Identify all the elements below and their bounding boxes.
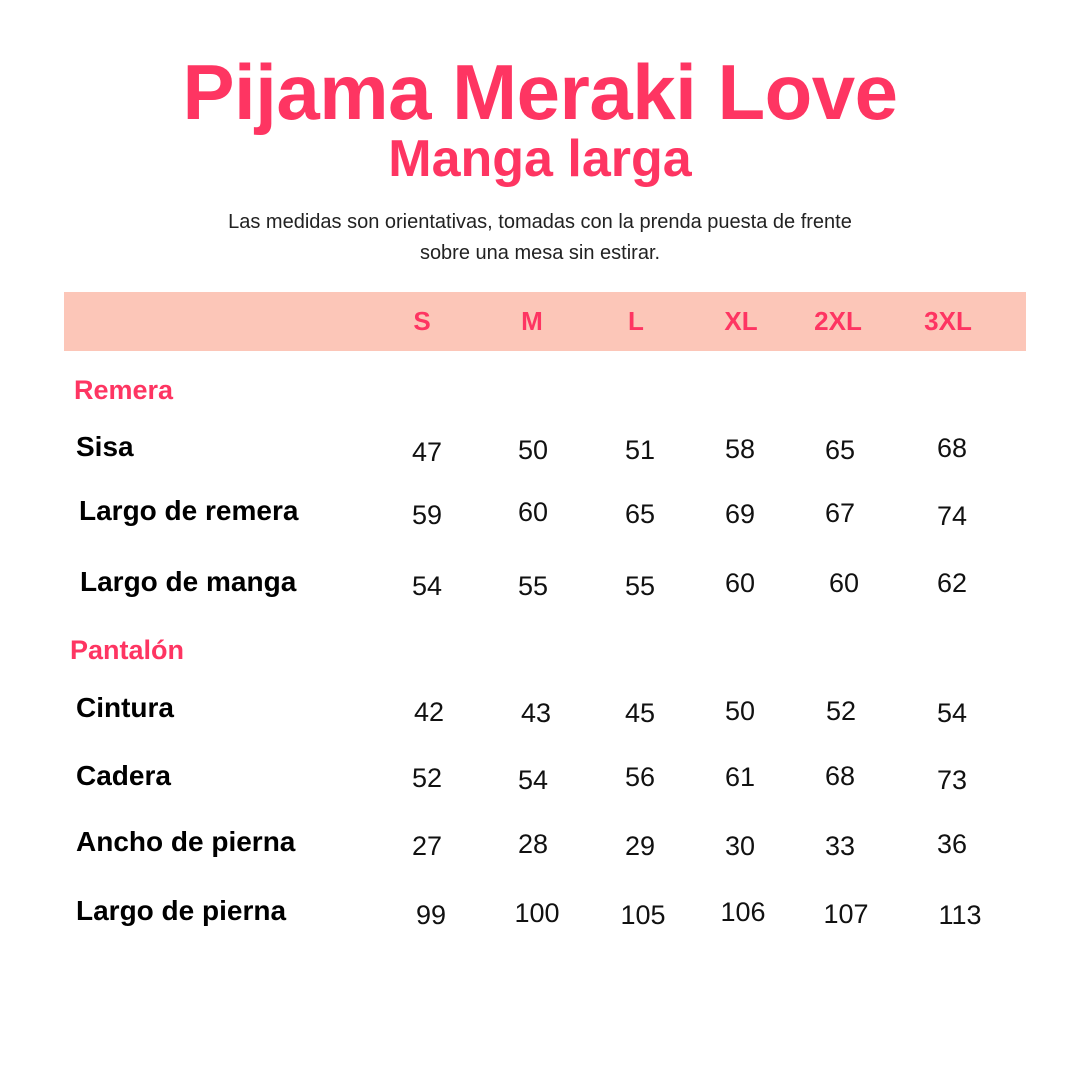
- row-label: Largo de remera: [79, 495, 299, 526]
- table-cell: 74: [936, 501, 968, 531]
- table-cell: 61: [724, 762, 756, 792]
- table-cell: 60: [828, 568, 860, 598]
- table-cell: 106: [720, 897, 766, 927]
- table-cell: 113: [938, 900, 982, 930]
- table-cell: 47: [411, 437, 443, 467]
- table-cell: 54: [411, 571, 443, 601]
- size-header-l: L: [628, 306, 644, 336]
- row-label: Largo de manga: [80, 566, 297, 597]
- table-cell: 67: [824, 498, 856, 528]
- table-cell: 28: [517, 829, 549, 859]
- table-cell: 107: [823, 899, 869, 929]
- page-title: Pijama Meraki Love: [182, 48, 898, 136]
- table-cell: 105: [620, 900, 666, 930]
- table-cell: 50: [517, 435, 549, 465]
- table-cell: 54: [936, 698, 968, 728]
- table-cell: 68: [936, 433, 968, 463]
- table-cell: 100: [514, 898, 560, 928]
- table-cell: 69: [724, 499, 756, 529]
- row-label: Largo de pierna: [76, 895, 287, 926]
- row-label: Cintura: [76, 692, 174, 723]
- table-cell: 45: [624, 698, 656, 728]
- table-cell: 52: [411, 763, 443, 793]
- table-cell: 65: [624, 499, 656, 529]
- table-cell: 42: [413, 697, 445, 727]
- table-cell: 58: [724, 434, 756, 464]
- table-cell: 51: [624, 435, 656, 465]
- size-header-2xl: 2XL: [814, 306, 862, 336]
- size-header-m: M: [521, 306, 543, 336]
- table-cell: 62: [936, 568, 968, 598]
- size-header-3xl: 3XL: [924, 306, 972, 336]
- table-cell: 65: [824, 435, 856, 465]
- table-cell: 54: [517, 765, 549, 795]
- table-cell: 55: [517, 571, 549, 601]
- note-line-2: sobre una mesa sin estirar.: [419, 242, 661, 264]
- table-cell: 68: [824, 761, 856, 791]
- table-cell: 36: [936, 829, 968, 859]
- table-cell: 99: [415, 900, 447, 930]
- row-label: Ancho de pierna: [76, 826, 296, 857]
- table-cell: 33: [824, 831, 856, 861]
- table-cell: 52: [825, 696, 857, 726]
- table-cell: 60: [517, 497, 549, 527]
- table-cell: 43: [520, 698, 552, 728]
- row-label: Cadera: [76, 760, 171, 791]
- size-header-s: S: [413, 306, 431, 336]
- table-cell: 59: [411, 500, 443, 530]
- section-heading-remera: Remera: [74, 375, 174, 405]
- measurement-note: [0, 207, 1080, 269]
- section-heading-pantalon: Pantalón: [70, 635, 185, 665]
- table-cell: 56: [624, 762, 656, 792]
- table-cell: 50: [724, 696, 756, 726]
- page-subtitle: Manga larga: [388, 130, 692, 188]
- table-cell: 29: [624, 831, 656, 861]
- note-line-1: Las medidas son orientativas, tomadas con la prenda puesta de frente: [228, 211, 852, 233]
- row-label: Sisa: [76, 431, 134, 462]
- size-header-xl: XL: [724, 306, 758, 336]
- table-cell: 30: [724, 831, 756, 861]
- table-cell: 60: [724, 568, 756, 598]
- table-cell: 73: [936, 765, 968, 795]
- table-cell: 55: [624, 571, 656, 601]
- table-cell: 27: [411, 831, 443, 861]
